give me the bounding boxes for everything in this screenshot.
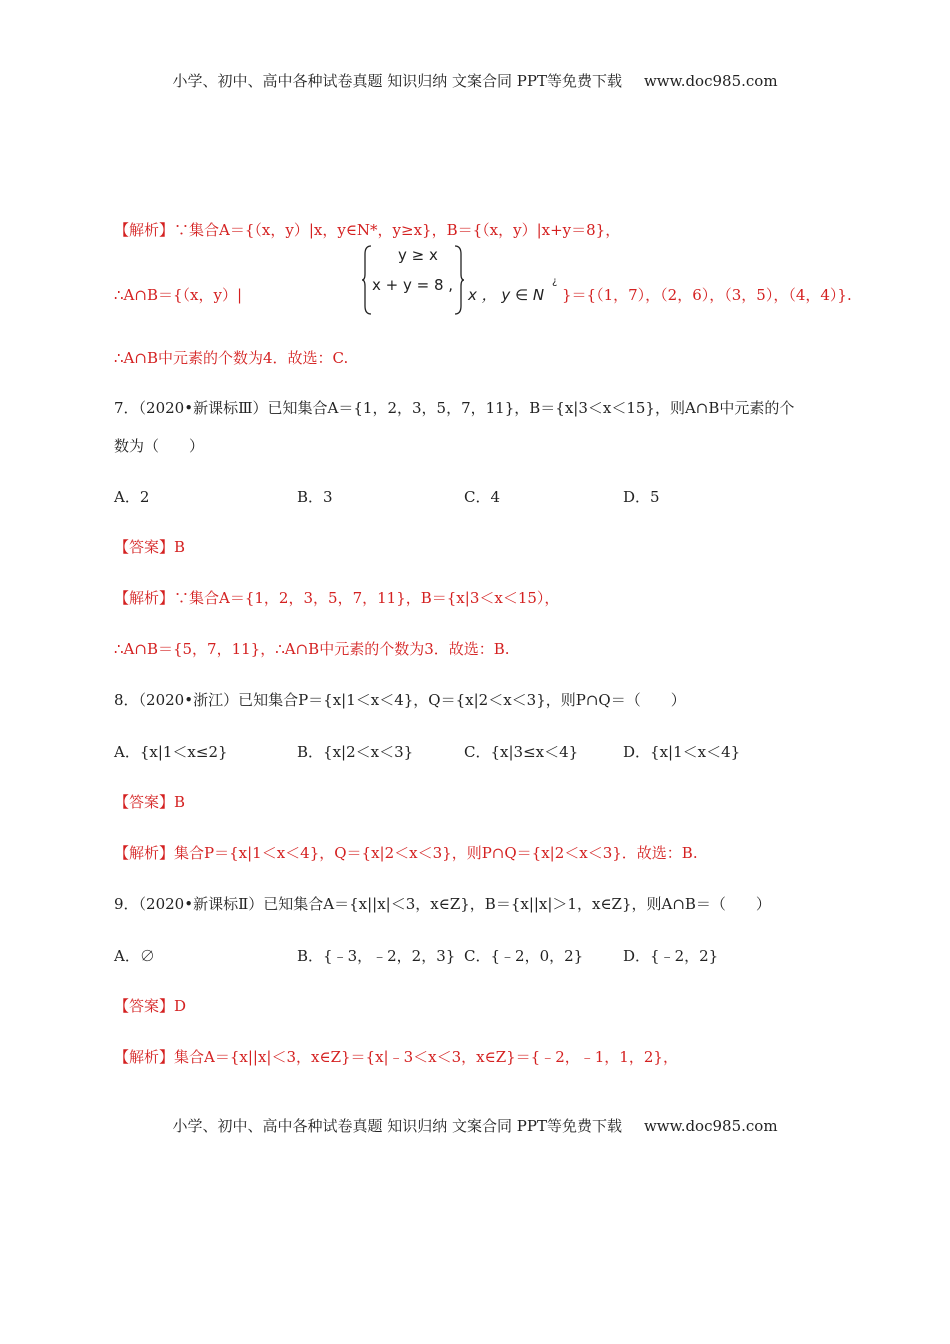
- q7-option-d[interactable]: D．5: [623, 488, 660, 506]
- q9-option-a[interactable]: A．∅: [114, 947, 155, 965]
- q9-option-c[interactable]: C．{﹣2，0，2}: [464, 947, 584, 965]
- q7-analysis-line2: ∴A∩B＝{5，7，11}，∴A∩B中元素的个数为3．故选：B.: [114, 640, 510, 658]
- q8-analysis: [114, 843, 844, 863]
- q7-stem-line2: 数为（ ）: [114, 437, 205, 455]
- q9-answer-label: 【答案】: [114, 997, 175, 1015]
- q9-analysis-label: 【解析】: [114, 1048, 175, 1066]
- footer-url[interactable]: www.doc985.com: [643, 1117, 778, 1135]
- q8-answer-value: B: [174, 793, 186, 811]
- q9-option-b[interactable]: B．{﹣3，﹣2，2，3}: [297, 947, 456, 965]
- page-header: [0, 70, 950, 91]
- footer-text: 小学、初中、高中各种试卷真题 知识归纳 文案合同 PPT等免费下载: [172, 1117, 622, 1135]
- q6-analysis-text: ∵集合A＝{（x，y）|x，y∈N*，y≥x}，B＝{（x，y）|x+y＝8}，: [174, 221, 621, 239]
- q6-system-after: x ， y ∈ N: [468, 286, 545, 304]
- q6-intersection-math: [114, 240, 852, 320]
- q7-analysis-text: ∵集合A＝{1，2，3，5，7，11}，B＝{x|3＜x＜15），: [174, 589, 560, 607]
- q7-answer: [114, 537, 844, 557]
- q8-analysis-label: 【解析】: [114, 844, 175, 862]
- q7-analysis-label: 【解析】: [114, 589, 175, 607]
- q7-analysis-line1: [114, 588, 844, 608]
- right-brace-icon: [453, 244, 465, 316]
- q8-option-c[interactable]: C．{x|3≤x＜4}: [464, 743, 579, 761]
- q9-options: [114, 945, 844, 965]
- q8-answer-label: 【答案】: [114, 793, 175, 811]
- q6-analysis-line1: [114, 220, 844, 240]
- q9-stem: 9．（2020•新课标Ⅱ）已知集合A＝{x||x|＜3，x∈Z}，B＝{x||x|＞1，x∈Z}，则A∩B＝（ ）: [114, 895, 771, 913]
- q7-answer-value: B: [174, 538, 186, 556]
- q8-answer: [114, 792, 844, 812]
- q7-stem-line1: 7．（2020•新课标Ⅲ）已知集合A＝{1，2，3，5，7，11}，B＝{x|3＜x＜15}，则A∩B中元素的个: [114, 399, 795, 417]
- q9-analysis-text: 集合A＝{x||x|＜3，x∈Z}＝{x|﹣3＜x＜3，x∈Z}＝{﹣2，﹣1，1，2}，: [174, 1048, 678, 1066]
- q9-option-d[interactable]: D．{﹣2，2}: [623, 947, 719, 965]
- q9-analysis: [114, 1047, 844, 1067]
- q6-analysis-label: 【解析】: [114, 221, 175, 239]
- q6-system-row1: y ≥ x: [398, 246, 438, 264]
- page-footer: [0, 1115, 950, 1136]
- q6-system-row2: x + y = 8 ,: [372, 276, 454, 294]
- q8-option-b[interactable]: B．{x|2＜x＜3}: [297, 743, 414, 761]
- q7-option-a[interactable]: A．2: [114, 488, 150, 506]
- q8-option-d[interactable]: D．{x|1＜x＜4}: [623, 743, 741, 761]
- q8-option-a[interactable]: A．{x|1＜x≤2}: [114, 743, 228, 761]
- q9-answer: [114, 996, 844, 1016]
- q7-answer-label: 【答案】: [114, 538, 175, 556]
- q6-intersect-result: }＝{（1，7），（2，6），（3，5），（4，4）}.: [562, 286, 852, 304]
- q7-option-c[interactable]: C．4: [464, 488, 501, 506]
- q6-intersect-prefix: ∴A∩B＝{（x，y）|: [114, 286, 242, 304]
- q8-analysis-text: 集合P＝{x|1＜x＜4}，Q＝{x|2＜x＜3}，则P∩Q＝{x|2＜x＜3}．故选：B.: [174, 844, 698, 862]
- q9-answer-value: D: [174, 997, 187, 1015]
- header-url[interactable]: www.doc985.com: [643, 72, 778, 90]
- q6-system-sup: ¿: [552, 276, 558, 287]
- q6-conclusion: ∴A∩B中元素的个数为4．故选：C.: [114, 349, 349, 367]
- q7-options: [114, 486, 844, 506]
- header-text: 小学、初中、高中各种试卷真题 知识归纳 文案合同 PPT等免费下载: [172, 72, 622, 90]
- q8-stem: 8．（2020•浙江）已知集合P＝{x|1＜x＜4}，Q＝{x|2＜x＜3}，则P∩Q＝（ ）: [114, 691, 686, 709]
- q8-options: [114, 741, 844, 761]
- q7-option-b[interactable]: B．3: [297, 488, 333, 506]
